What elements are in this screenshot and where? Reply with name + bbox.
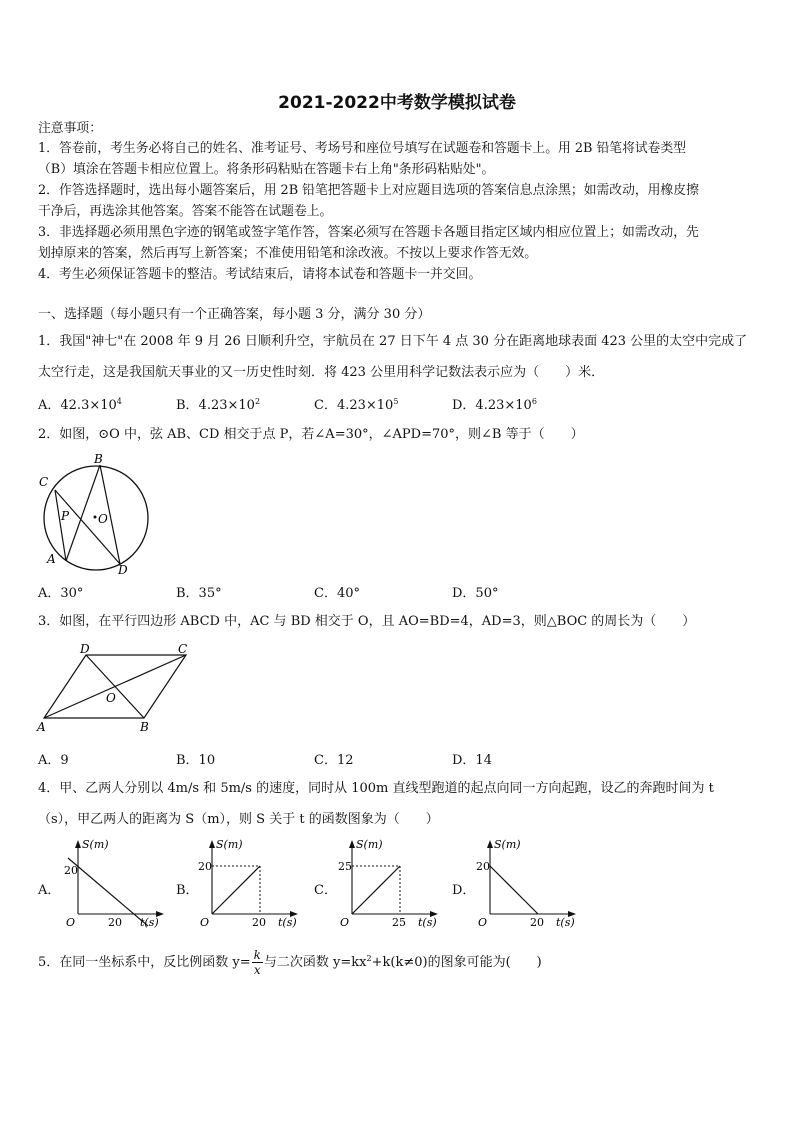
x-axis-label: t(s) (556, 916, 575, 929)
q3-text: 3．如图，在平行四边形 ABCD 中，AC 与 BD 相交于 O，且 AO=BD=4，AD=3，则△BOC 的周长为（ ） (38, 614, 696, 629)
q5-suffix: +k(k≠0)的图象可能为( ) (371, 955, 542, 970)
y-axis-label: S(m) (494, 838, 521, 851)
origin-label: O (340, 916, 350, 929)
y-axis-label: S(m) (82, 838, 109, 851)
q2-option-d[interactable]: D．50° (452, 586, 499, 601)
notice-line: 3．非选择题必须用黑色字迹的钢笔或签字笔作答，答案必须写在答题卡各题目指定区域内相应位置上；如需改动，先 (38, 225, 699, 240)
q4-text-line1: 4．甲、乙两人分别以 4m/s 和 5m/s 的速度，同时从 100m 直线型跑道的起点向同一方向起跑，设乙的奔跑时间为 t (38, 781, 714, 796)
label-o: O (98, 512, 108, 526)
x-axis-label: t(s) (278, 916, 297, 929)
q3-option-a[interactable]: A．9 (38, 753, 69, 768)
page-title: 2021-2022中考数学模拟试卷 (278, 93, 516, 113)
chord-ab (66, 465, 100, 561)
label-o: O (106, 691, 116, 705)
y-tick: 20 (64, 864, 78, 877)
y-axis-label: S(m) (356, 838, 383, 851)
x-tick: 20 (108, 916, 122, 929)
q4-graph-a[interactable] (56, 836, 166, 932)
center-dot (94, 516, 97, 519)
origin-label: O (200, 916, 210, 929)
q4-option-b[interactable]: B． (176, 883, 199, 898)
q4-option-a[interactable]: A． (38, 883, 61, 898)
q1-option-d[interactable]: D．$4.23\times 10^6$ (452, 397, 537, 413)
q4-graph-d[interactable] (472, 836, 582, 932)
notice-line: 划掉原来的答案，然后再写上新答案；不准使用铅笔和涂改液。不按以上要求作答无效。 (38, 246, 538, 261)
label-d: D (118, 563, 128, 577)
q1-option-c[interactable]: C．$4.23\times 10^5$ (314, 397, 399, 413)
q2-circle-figure (34, 450, 164, 578)
notice-line: 4．考生必须保证答题卡的整洁。考试结束后，请将本试卷和答题卡一并交回。 (38, 267, 482, 282)
diagonal-bd (86, 655, 144, 718)
x-tick: 20 (530, 916, 544, 929)
q3-option-c[interactable]: C．12 (314, 753, 354, 768)
q2-option-b[interactable]: B．35° (176, 586, 222, 601)
notice-line: 2．作答选择题时，选出每小题答案后，用 2B 铅笔把答题卡上对应题目选项的答案信息点涂黑；如需改动，用橡皮擦 (38, 183, 699, 198)
notice-line: 1．答卷前，考生务必将自己的姓名、准考证号、考场号和座位号填写在试题卷和答题卡上。用 2B 铅笔将试卷类型 (38, 141, 687, 156)
q4-text-line2: （s），甲乙两人的距离为 S（m），则 S 关于 t 的函数图象为（ ） (38, 812, 439, 827)
label-a: A (47, 552, 56, 566)
y-axis-arrow (209, 840, 215, 848)
x-axis-label: t(s) (418, 916, 437, 929)
label-p: P (61, 509, 70, 523)
section-heading: 一、选择题（每小题只有一个正确答案，每小题 3 分，满分 30 分） (38, 307, 431, 322)
y-axis-arrow (487, 840, 493, 848)
q5-fraction-denominator: x (253, 963, 261, 977)
q1-text-line1: 1．我国"神七"在 2008 年 9 月 26 日顺利升空，宇航员在 27 日下午 4 点 30 分在距离地球表面 423 公里的太空中完成了 (38, 334, 748, 349)
x-tick: 20 (252, 916, 266, 929)
label-d: D (80, 642, 90, 656)
q5-fraction-numerator: k (253, 948, 261, 962)
q3-option-d[interactable]: D．14 (452, 753, 492, 768)
x-tick: 25 (392, 916, 406, 929)
notice-heading: 注意事项： (38, 121, 102, 136)
origin-label: O (478, 916, 488, 929)
label-b: B (140, 720, 149, 734)
q4-graph-c[interactable] (334, 836, 444, 932)
q4-graph-b[interactable] (194, 836, 304, 932)
q5-fraction (252, 948, 263, 977)
y-axis-label: S(m) (216, 838, 243, 851)
y-axis-arrow (349, 840, 355, 848)
label-c: C (39, 475, 49, 489)
graph-line (212, 866, 260, 914)
label-b: B (94, 452, 103, 466)
notice-line: 干净后，再选涂其他答案。答案不能答在试题卷上。 (38, 204, 333, 219)
q1-option-a[interactable]: A．$42.3\times 10^4$ (38, 397, 122, 413)
y-tick: 25 (338, 860, 352, 873)
q1-option-b[interactable]: B．$4.23\times 10^2$ (176, 397, 261, 413)
q4-option-d[interactable]: D． (452, 883, 476, 898)
q2-option-a[interactable]: A．30° (38, 586, 84, 601)
q5-middle: 与二次函数 y=kx (263, 955, 367, 970)
q5-exponent: 2 (366, 954, 372, 963)
label-c: C (178, 642, 188, 656)
q4-option-c[interactable]: C． (314, 883, 337, 898)
q2-option-c[interactable]: C．40° (314, 586, 360, 601)
y-axis-arrow (75, 840, 81, 848)
notice-line: （B）填涂在答题卡相应位置上。将条形码粘贴在答题卡右上角"条形码粘贴处"。 (38, 162, 495, 177)
q1-text-line2: 太空行走，这是我国航天事业的又一历史性时刻．将 423 公里用科学记数法表示应为（ ）米． (38, 365, 605, 380)
q3-parallelogram-figure (34, 640, 194, 736)
q5-prefix: 5．在同一坐标系中，反比例函数 y= (38, 955, 251, 970)
q3-option-b[interactable]: B．10 (176, 753, 216, 768)
x-axis-label: t(s) (140, 916, 159, 929)
y-tick: 20 (476, 860, 490, 873)
label-a: A (37, 720, 46, 734)
q5-text (38, 946, 542, 980)
q2-text: 2．如图，⊙O 中，弦 AB、CD 相交于点 P，若∠A=30°，∠APD=70°，则∠B 等于（ ） (38, 427, 584, 442)
graph-line (352, 866, 400, 914)
y-tick: 20 (198, 860, 212, 873)
origin-label: O (66, 916, 76, 929)
graph-line (490, 866, 538, 914)
